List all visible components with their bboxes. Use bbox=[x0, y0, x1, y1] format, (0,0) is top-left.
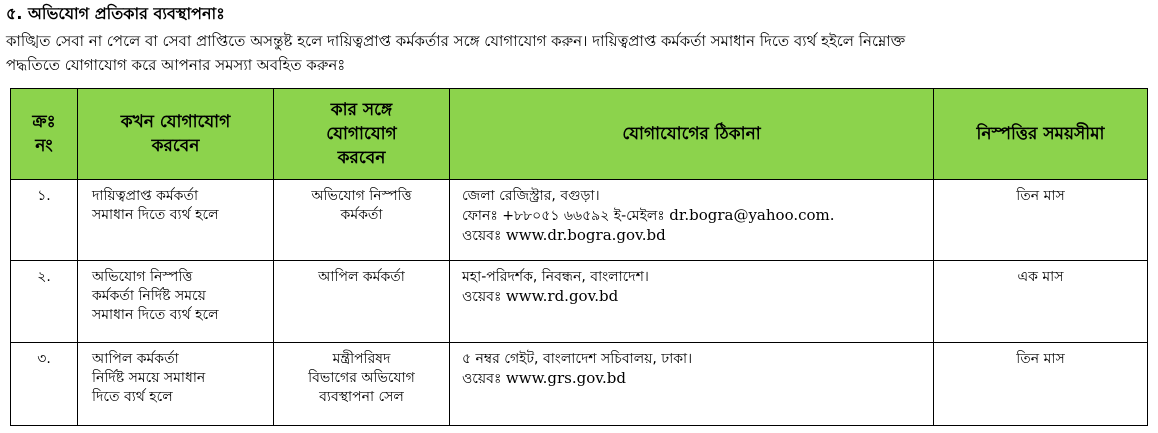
row-officer: মন্ত্রীপরিষদ বিভাগের অভিযোগ ব্যবস্থাপনা সেল bbox=[274, 343, 450, 426]
row-timeframe: এক মাস bbox=[934, 261, 1148, 343]
table-row bbox=[11, 180, 1148, 261]
web-label: ওয়েবঃ bbox=[462, 289, 506, 305]
website-link[interactable]: www.dr.bogra.gov.bd bbox=[505, 226, 666, 244]
row-serial: ১. bbox=[11, 180, 78, 261]
row-serial: ২. bbox=[11, 261, 78, 343]
row-officer: অভিযোগ নিস্পত্তি কর্মকর্তা bbox=[274, 180, 450, 261]
header-resolution-timeframe: নিস্পত্তির সময়সীমা bbox=[934, 89, 1148, 180]
table-row bbox=[11, 261, 1148, 343]
header-contact-address: যোগাযোগের ঠিকানা bbox=[450, 89, 934, 180]
header-serial: ক্রঃ নং bbox=[11, 89, 78, 180]
address-name: ৫ নম্বর গেইট, বাংলাদেশ সচিবালয়, ঢাকা। bbox=[462, 351, 693, 367]
phone-label: ফোনঃ +৮৮০৫১ ৬৬৫৯২ ই-মেইলঃ bbox=[462, 208, 670, 224]
intro-line: পদ্ধতিতে যোগাযোগ করে আপনার সমস্যা অবহিত করুনঃ bbox=[6, 56, 346, 74]
row-when: অভিযোগ নিস্পত্তি কর্মকর্তা নির্দিষ্ট সময়ে সমাধান দিতে ব্যর্থ হলে bbox=[78, 261, 274, 343]
row-timeframe: তিন মাস bbox=[934, 343, 1148, 426]
grievance-table bbox=[10, 88, 1148, 426]
table-row bbox=[11, 343, 1148, 426]
website-link[interactable]: www.rd.gov.bd bbox=[505, 287, 619, 305]
row-serial: ৩. bbox=[11, 343, 78, 426]
row-timeframe: তিন মাস bbox=[934, 180, 1148, 261]
table-header-row bbox=[11, 89, 1148, 180]
header-when-to-contact: কখন যোগাযোগ করবেন bbox=[78, 89, 274, 180]
website-link[interactable]: www.grs.gov.bd bbox=[505, 369, 626, 387]
header-whom-to-contact: কার সঙ্গে যোগাযোগ করবেন bbox=[274, 89, 450, 180]
web-label: ওয়েবঃ bbox=[462, 228, 506, 244]
web-label: ওয়েবঃ bbox=[462, 371, 506, 387]
row-when: আপিল কর্মকর্তা নির্দিষ্ট সময়ে সমাধান দিতে ব্যর্থ হলে bbox=[78, 343, 274, 426]
email-link[interactable]: dr.bogra@yahoo.com. bbox=[669, 206, 835, 224]
address-name: মহা-পরিদর্শক, নিবন্ধন, বাংলাদেশ। bbox=[462, 269, 649, 285]
row-contact-address bbox=[450, 343, 934, 426]
row-contact-address bbox=[450, 180, 934, 261]
row-officer: আপিল কর্মকর্তা bbox=[274, 261, 450, 343]
row-contact-address bbox=[450, 261, 934, 343]
section-heading: ৫. অভিযোগ প্রতিকার ব্যবস্থাপনাঃ bbox=[6, 4, 225, 23]
address-name: জেলা রেজিস্ট্রার, বগুড়া। bbox=[462, 188, 600, 204]
intro-line: কাঙ্খিত সেবা না পেলে বা সেবা প্রাপ্তিতে অসন্তুষ্ট হলে দায়িত্বপ্রাপ্ত কর্মকর্তার সঙ্গে যোগাযোগ করুন। দায়িত্বপ্রাপ্ত কর্মকর্তা সমাধান দিতে ব্যর্থ হইলে নিম্নোক্ত bbox=[6, 32, 906, 50]
intro-paragraph bbox=[6, 29, 1151, 77]
row-when: দায়িত্বপ্রাপ্ত কর্মকর্তা সমাধান দিতে ব্যর্থ হলে bbox=[78, 180, 274, 261]
